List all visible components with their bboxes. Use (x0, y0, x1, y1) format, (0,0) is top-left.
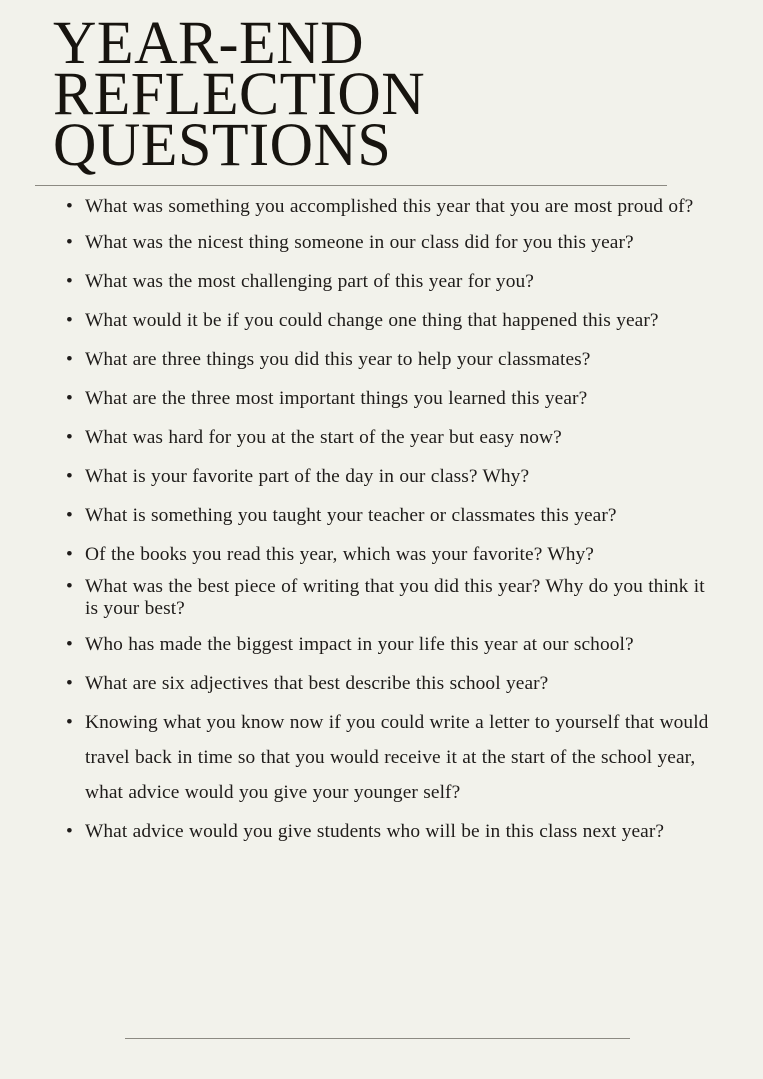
question-item (56, 627, 716, 662)
bullet-icon: • (66, 310, 73, 331)
title-line-3: QUESTIONS (53, 112, 392, 179)
bullet-icon: • (66, 232, 73, 253)
title-line-1: YEAR-END (53, 10, 364, 77)
question-item (56, 303, 716, 338)
page-title (53, 10, 733, 179)
bullet-icon: • (66, 544, 73, 565)
title-divider-rule (35, 185, 667, 186)
question-text: What is your favorite part of the day in our class? Why? (85, 466, 530, 487)
question-text: What was something you accomplished this year that you are most proud of? (85, 196, 694, 217)
question-text: What are six adjectives that best describe this school year? (85, 673, 549, 694)
question-item (56, 705, 716, 810)
question-item (56, 196, 716, 218)
bullet-icon: • (66, 196, 73, 217)
question-list (56, 196, 716, 853)
question-item (56, 537, 716, 572)
question-text: What would it be if you could change one thing that happened this year? (85, 310, 659, 331)
question-item (56, 666, 716, 701)
question-text: What are the three most important things you learned this year? (85, 388, 588, 409)
bullet-icon: • (66, 821, 73, 842)
bullet-icon: • (66, 634, 73, 655)
question-item (56, 498, 716, 533)
bullet-icon: • (66, 505, 73, 526)
question-item (56, 342, 716, 377)
bullet-icon: • (66, 712, 73, 733)
question-item (56, 814, 716, 849)
question-item (56, 264, 716, 299)
question-text: What was the best piece of writing that you did this year? Why do you think it is your best? (85, 576, 705, 619)
question-item (56, 459, 716, 494)
question-text: Knowing what you know now if you could write a letter to yourself that would travel back in time so that you would receive it at the start of the school year, what advice would you give your younger self? (85, 712, 709, 803)
question-text: What advice would you give students who will be in this class next year? (85, 821, 665, 842)
question-text: What are three things you did this year to help your classmates? (85, 349, 591, 370)
question-item (56, 576, 716, 620)
question-item (56, 225, 716, 260)
question-text: What was the most challenging part of this year for you? (85, 271, 534, 292)
question-item (56, 420, 716, 455)
question-text: Of the books you read this year, which was your favorite? Why? (85, 544, 594, 565)
question-text: What is something you taught your teacher or classmates this year? (85, 505, 617, 526)
bullet-icon: • (66, 349, 73, 370)
bullet-icon: • (66, 271, 73, 292)
question-item (56, 381, 716, 416)
footer-divider-rule (125, 1038, 630, 1039)
bullet-icon: • (66, 673, 73, 694)
title-line-2: REFLECTION (53, 61, 426, 128)
bullet-icon: • (66, 466, 73, 487)
question-text: What was hard for you at the start of the year but easy now? (85, 427, 562, 448)
question-text: Who has made the biggest impact in your life this year at our school? (85, 634, 634, 655)
bullet-icon: • (66, 427, 73, 448)
bullet-icon: • (66, 576, 73, 597)
bullet-icon: • (66, 388, 73, 409)
question-text: What was the nicest thing someone in our class did for you this year? (85, 232, 634, 253)
